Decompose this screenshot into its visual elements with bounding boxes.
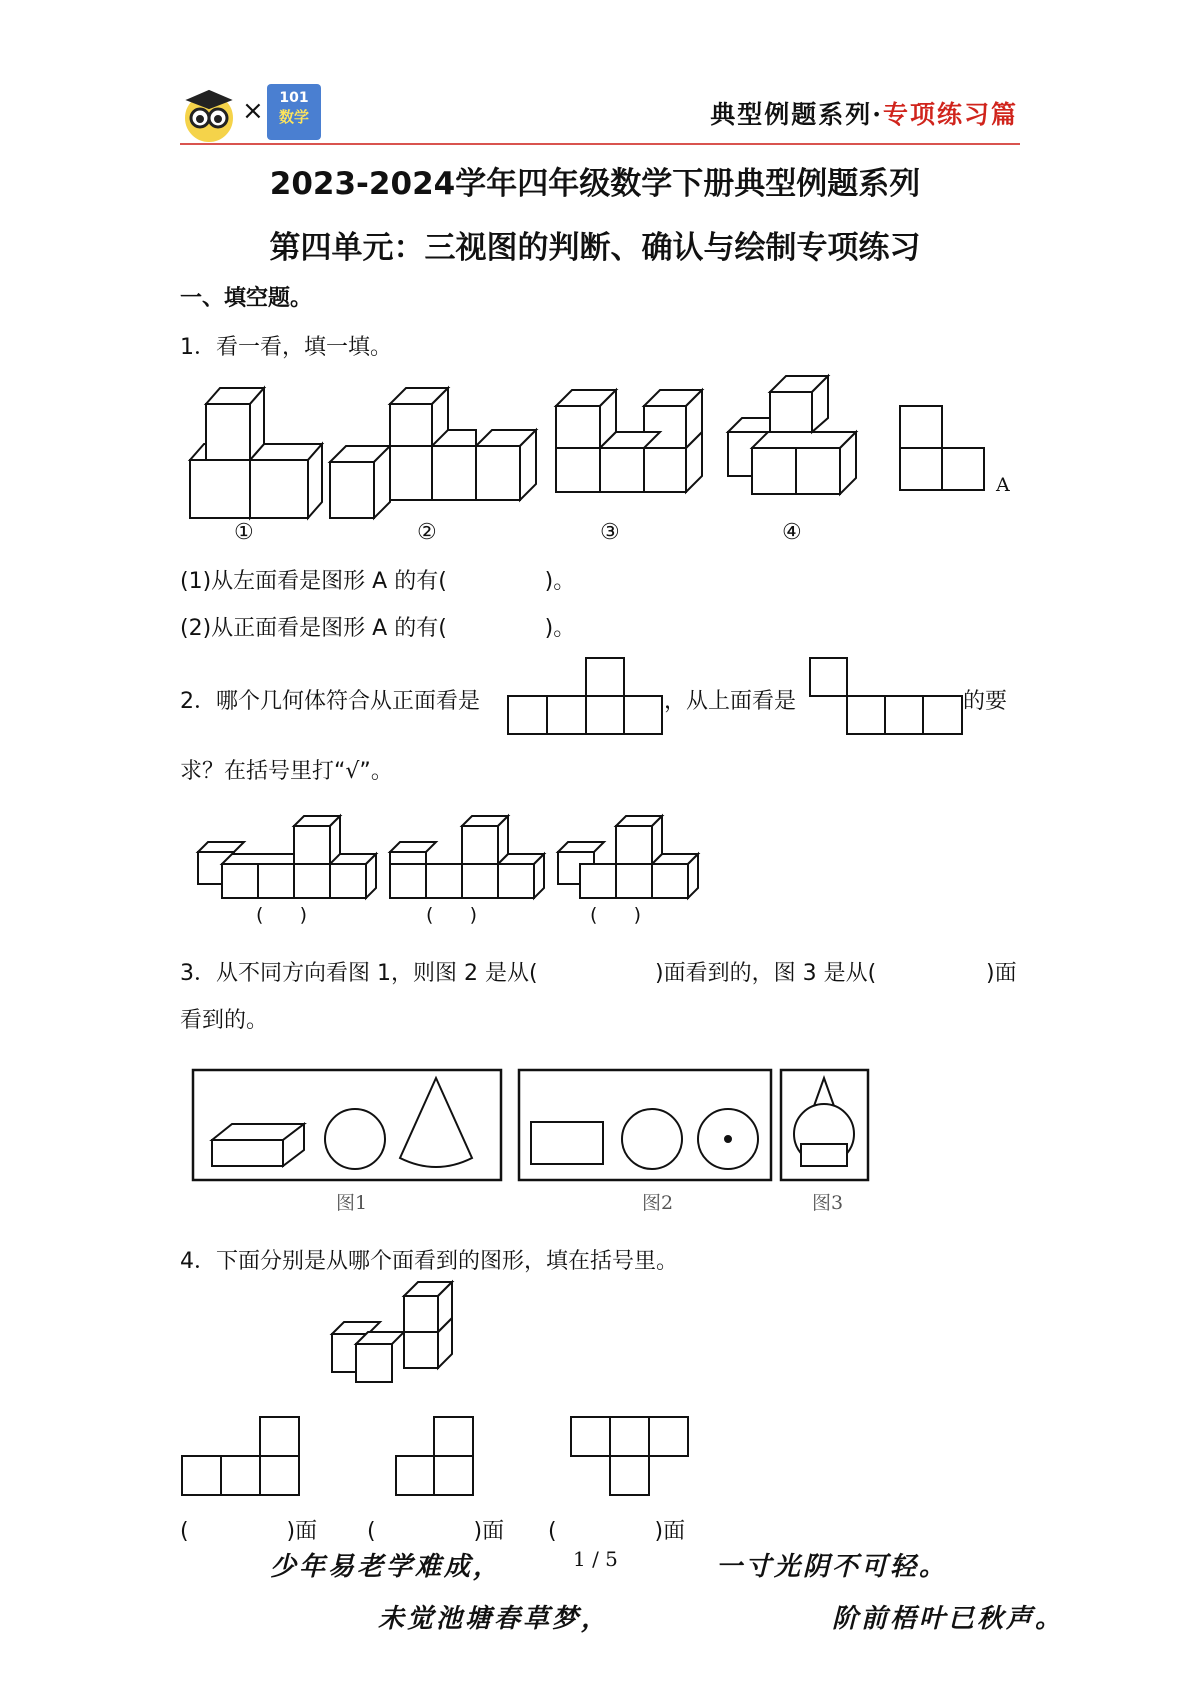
q2-part1: 2．哪个几何体符合从正面看是 [180, 689, 480, 714]
poem-line-c: 未觉池塘春草梦， [378, 1604, 611, 1634]
poem-line-b: 一寸光阴不可轻。 [716, 1552, 949, 1582]
q2-blank-3[interactable]: ( ) [590, 904, 642, 926]
q3-line1b: )面看到的，图 3 是从( [655, 961, 877, 986]
page-number: 1 / 5 [573, 1547, 618, 1571]
q4-answer-3[interactable]: ( )面 [548, 1519, 686, 1544]
q1-label-4: ④ [782, 520, 802, 545]
q4-answer-2[interactable]: ( )面 [367, 1519, 505, 1544]
q3-fig-label-3: 图3 [812, 1192, 844, 1214]
poem-line-d: 阶前梧叶已秋声。 [832, 1604, 1065, 1634]
logo-text-math: 数学 [278, 108, 309, 126]
q3-line1a: 3．从不同方向看图 1，则图 2 是从( [180, 961, 538, 986]
q2-part3: 的要 [963, 689, 1008, 714]
q3-figure-3 [781, 1070, 868, 1180]
q4-answer-1[interactable]: ( )面 [180, 1519, 318, 1544]
q2-blank-1[interactable]: ( ) [256, 904, 308, 926]
q2-blank-2[interactable]: ( ) [426, 904, 478, 926]
times-sign: × [242, 96, 264, 126]
figure-A-label: A [996, 474, 1010, 496]
q1-sub1: (1)从左面看是图形 A 的有( )。 [180, 569, 576, 594]
series-black: 典型例题系列· [710, 100, 883, 129]
q4-stem: 4．下面分别是从哪个面看到的图形，填在括号里。 [180, 1249, 678, 1274]
q1-stem: 1．看一看，填一填。 [180, 335, 392, 360]
q3-line1c: )面 [986, 961, 1017, 986]
page-title: 2023-2024学年四年级数学下册典型例题系列 [269, 166, 921, 202]
q3-fig-label-1: 图1 [336, 1192, 368, 1214]
q2-line2: 求？在括号里打“√”。 [180, 759, 393, 784]
poem-line-a: 少年易老学难成， [270, 1552, 503, 1582]
q3-fig-label-2: 图2 [642, 1192, 674, 1214]
q4-view-2 [396, 1417, 473, 1495]
logo-text-101: 101 [279, 90, 309, 106]
q1-label-2: ② [417, 520, 437, 545]
q1-sub2: (2)从正面看是图形 A 的有( )。 [180, 616, 576, 641]
q1-label-3: ③ [600, 520, 620, 545]
q1-label-1: ① [234, 520, 254, 545]
q2-part2: ，从上面看是 [664, 689, 797, 714]
section-heading: 一、填空题。 [180, 286, 313, 311]
series-red: 专项练习篇 [882, 100, 1018, 129]
q4-view-3 [571, 1417, 688, 1495]
q3-line2: 看到的。 [180, 1008, 269, 1033]
page-subtitle: 第四单元：三视图的判断、确认与绘制专项练习 [269, 230, 921, 266]
q4-view-1 [182, 1417, 299, 1495]
